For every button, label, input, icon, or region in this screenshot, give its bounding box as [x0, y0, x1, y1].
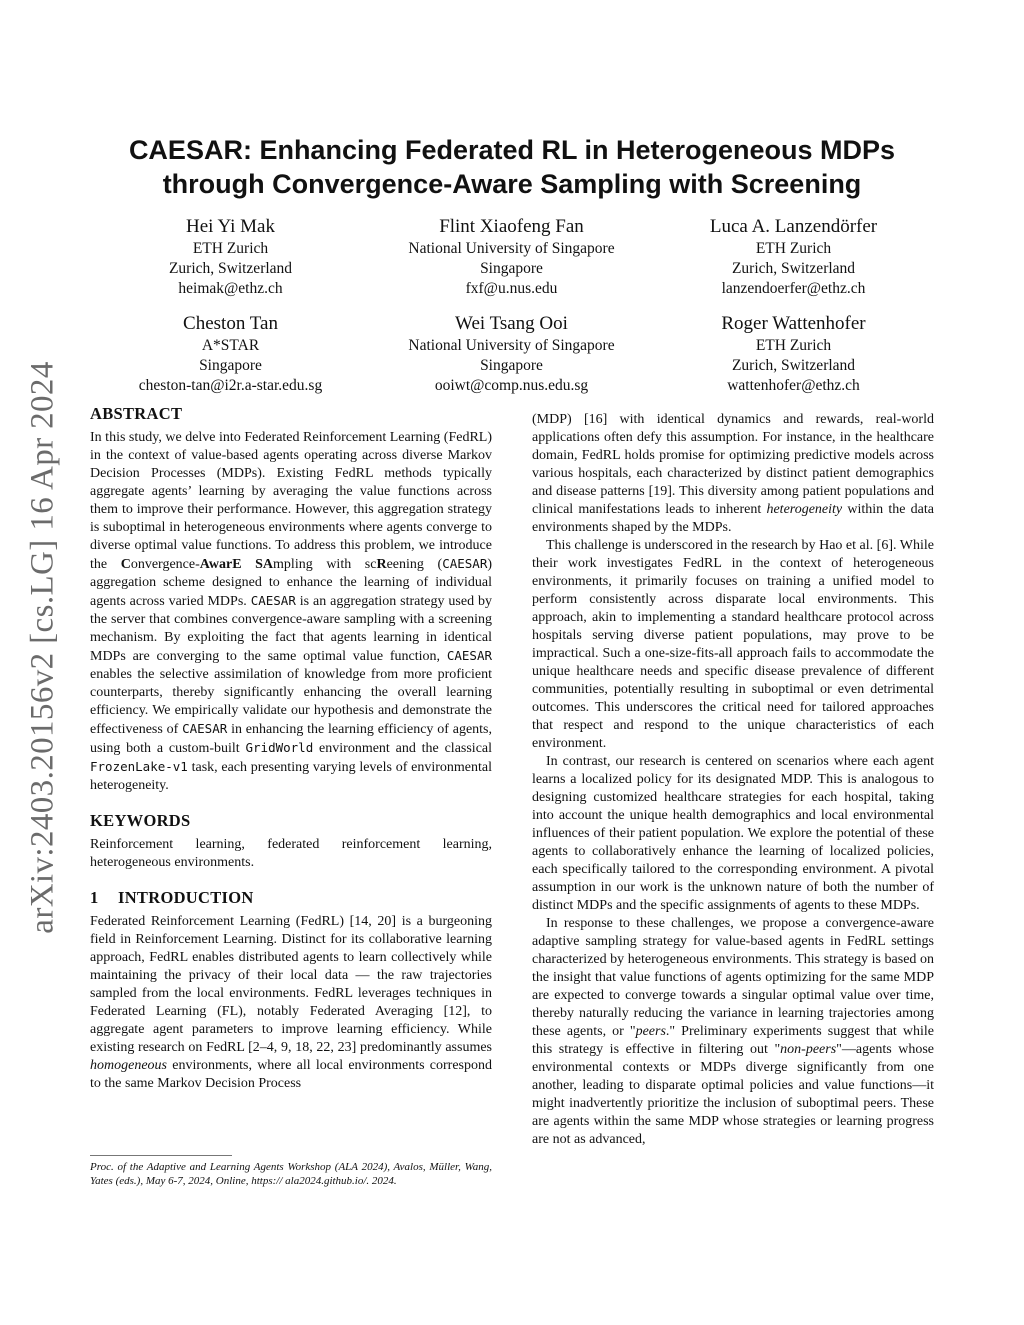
caesar-code: CAESAR — [182, 721, 228, 736]
title-line-1: CAESAR: Enhancing Federated RL in Heterogeneous MDPs — [128, 135, 896, 165]
gridworld-code: GridWorld — [245, 740, 314, 755]
author-email: ooiwt@comp.nus.edu.sg — [434, 377, 589, 394]
author-email: cheston-tan@i2r.a-star.edu.sg — [138, 377, 323, 394]
paper-title — [90, 133, 934, 201]
abstract-acronym-part: mpling with sc — [273, 557, 377, 572]
abstract-text: enables the selective assimilation of knowledge from more proficient counterparts, thereby significantly enhancing the overall learning efficiency. We empirically validate our hypothesis and demonstrate the effectiveness of — [90, 667, 492, 737]
intro-text: environments, where all local environments correspond to the same Markov Decision Process — [90, 1058, 492, 1091]
author-email: heimak@ethz.ch — [178, 280, 283, 297]
intro-paragraph-2: This challenge is underscored in the research by Hao et al. [6]. While their work investigates FedRL in the context of heterogeneous environments, it primarily focuses on training a unified model to perform consistently across disparate local environments. This approach, akin to implementing a standard healthcare protocol across hospitals serving diverse patient populations, may prove to be impractical. Such a one-size-fits-all approach fails to accommodate the unique healthcare needs and specific disease prevalence of different communities, potentially resulting in suboptimal or even detrimental outcomes. This underscores the critical need for tailored approaches that respect and respond to the unique characteristics of each environment. — [532, 538, 934, 751]
author-block — [90, 215, 371, 299]
author-location: Singapore — [480, 260, 543, 277]
author-name: Hei Yi Mak — [185, 216, 275, 237]
intro-text: "—agents whose environmental contexts or MDPs diverge significantly from one another, leading to disparate optimal policies and value functions—it might inadvertently prioritize the inclusion of suboptimal peers. These are agents within the same MDP whose strategies or learning progress are not as advanced, — [532, 1042, 934, 1147]
arxiv-identifier: arXiv:2403.20156v2 [cs.LG] 16 Apr 2024 — [24, 360, 61, 934]
author-affiliation: ETH Zurich — [192, 240, 269, 257]
abstract-text: task, each presenting varying levels of environmental heterogeneity. — [90, 760, 492, 793]
abstract-text: environment and the classical — [313, 741, 493, 756]
intro-paragraph-3: In contrast, our research is centered on scenarios where each agent learns a localized policy for its designated MDP. This is analogous to designing customized healthcare strategies for each hospital, taking into account the unique health demographics and local environmental influences of their patient population. We explore the potential of these agents to collaboratively enhance the learning of localized policies, each specifically tailored to the corresponding environment. A pivotal assumption in our work is the unknown nature of both the number of distinct MDPs and the specific assignments of agents to these MDPs. — [532, 754, 934, 913]
abstract-acronym-letter: Awar — [199, 557, 233, 572]
author-affiliation: ETH Zurich — [755, 240, 832, 257]
author-block — [653, 215, 934, 299]
author-affiliation: National University of Singapore — [408, 337, 615, 354]
intro-text: In response to these challenges, we propose a convergence-aware adaptive sampling strategy for value-based agents in FedRL settings characterized by heterogeneous environments. This strategy is based on the insight that value functions of agents optimizing for the same MDP are expected to converge towards a singular optimal value over time, thereby naturally reducing the variance in learning trajectories among these agents, or " — [532, 916, 934, 1039]
author-affiliation: ETH Zurich — [755, 337, 832, 354]
author-name: Roger Wattenhofer — [721, 313, 866, 334]
author-email: wattenhofer@ethz.ch — [727, 377, 860, 394]
keywords-text: Reinforcement learning, federated reinforcement learning, heterogeneous environments. — [90, 837, 492, 870]
section-number: 1 — [90, 888, 99, 907]
author-name: Wei Tsang Ooi — [455, 313, 568, 334]
author-block — [653, 312, 934, 396]
caesar-code: CAESAR — [442, 556, 488, 571]
abstract-acronym-letter: C — [120, 557, 131, 572]
author-location: Zurich, Switzerland — [731, 260, 856, 277]
caesar-code: CAESAR — [446, 648, 492, 663]
right-column — [532, 411, 934, 1149]
author-affiliation: A*STAR — [201, 337, 260, 354]
emphasis: heterogeneity — [766, 502, 843, 517]
author-email: fxf@u.nus.edu — [465, 280, 558, 297]
author-name: Flint Xiaofeng Fan — [439, 216, 584, 237]
author-name: Luca A. Lanzendörfer — [709, 216, 878, 237]
author-name: Cheston Tan — [183, 313, 278, 334]
intro-text: Federated Reinforcement Learning (FedRL) [14, 20] is a burgeoning field in Reinforcement Learning. Distinct for its collaborative learning approach, FedRL enables distributed agents to learn collectively while maintaining the privacy of their local data — the raw trajectories sampled from the local environments. FedRL leverages techniques in Federated Learning (FL), notably Federated Averaging [12], to aggregate agent parameters to improve learning efficiency. While existing research on FedRL [2–4, 9, 18, 22, 23] predominantly assumes — [90, 914, 492, 1055]
author-location: Zurich, Switzerland — [168, 260, 293, 277]
intro-text: within the data environments shaped by the MDPs. — [532, 502, 934, 535]
intro-heading — [90, 889, 492, 907]
keywords-heading: KEYWORDS — [90, 811, 191, 830]
author-location: Singapore — [480, 357, 543, 374]
frozenlake-code: FrozenLake-v1 — [90, 759, 188, 774]
abstract-acronym-part: onvergence- — [130, 557, 200, 572]
intro-text: ." Preliminary experiments suggest that while this strategy is effective in filtering out " — [532, 1024, 934, 1057]
author-block — [371, 312, 652, 396]
intro-paragraph-4 — [532, 915, 934, 1149]
intro-text: (MDP) [16] with identical dynamics and rewards, real-world applications often defy this assumption. For instance, in the healthcare domain, FedRL holds promise for optimizing predictive models across various hospitals, each characterized by distinct patient demographics and disease patterns [19]. This diversity among patient populations and clinical manifestations leads to inherent — [532, 412, 934, 517]
abstract-text: is an aggregation strategy used by the server that combines convergence-aware sampling with a screening mechanism. By exploiting the fact that agents learning in identical MDPs are converging to the same optimal value function, — [90, 594, 492, 664]
abstract-text: In this study, we delve into Federated Reinforcement Learning (FedRL) in the context of value-based agents operating across diverse Markov Decision Processes (MDPs). Existing FedRL methods typically aggregate agents’ learning by averaging the value functions across them to improve their performance. However, this aggregation strategy is suboptimal in heterogeneous environments where agents converge to diverse optimal value functions. To address this problem, we introduce the — [90, 430, 492, 572]
author-location: Zurich, Switzerland — [731, 357, 856, 374]
section-title: INTRODUCTION — [118, 888, 254, 907]
footnote: Proc. of the Adaptive and Learning Agents Workshop (ALA 2024), Avalos, Müller, Wang, Yates (eds.), May 6-7, 2024, Online, https:// ala2024.github.io/. 2024. — [90, 1161, 492, 1187]
abstract-acronym-part: eening ( — [386, 557, 443, 572]
emphasis: peers — [635, 1024, 666, 1039]
arxiv-sidebar-stamp — [16, 352, 70, 942]
author-block — [90, 312, 371, 396]
abstract-text: in enhancing the learning efficiency of agents, using both a custom-built — [90, 722, 492, 756]
emphasis: non-peers — [780, 1042, 837, 1057]
abstract-acronym-letter: E — [232, 557, 242, 572]
emphasis: homogeneous — [90, 1058, 167, 1073]
abstract-text: ) aggregation scheme designed to enhance the learning of individual agents across varied MDPs. — [90, 557, 493, 609]
intro-paragraph-1-continued — [532, 411, 934, 537]
abstract-paragraph — [90, 429, 492, 795]
author-location: Singapore — [199, 357, 262, 374]
abstract-acronym-letter: R — [376, 557, 387, 572]
caesar-code: CAESAR — [250, 593, 296, 608]
title-line-2: through Convergence-Aware Sampling with Screening — [162, 169, 862, 199]
abstract-heading: ABSTRACT — [90, 404, 183, 423]
author-email: lanzendoerfer@ethz.ch — [721, 280, 866, 297]
author-affiliation: National University of Singapore — [408, 240, 615, 257]
left-column — [90, 405, 492, 1093]
footnote-rule — [90, 1155, 232, 1156]
abstract-acronym-letter: SA — [255, 557, 274, 572]
intro-paragraph-1 — [90, 913, 492, 1093]
author-block — [371, 215, 652, 299]
